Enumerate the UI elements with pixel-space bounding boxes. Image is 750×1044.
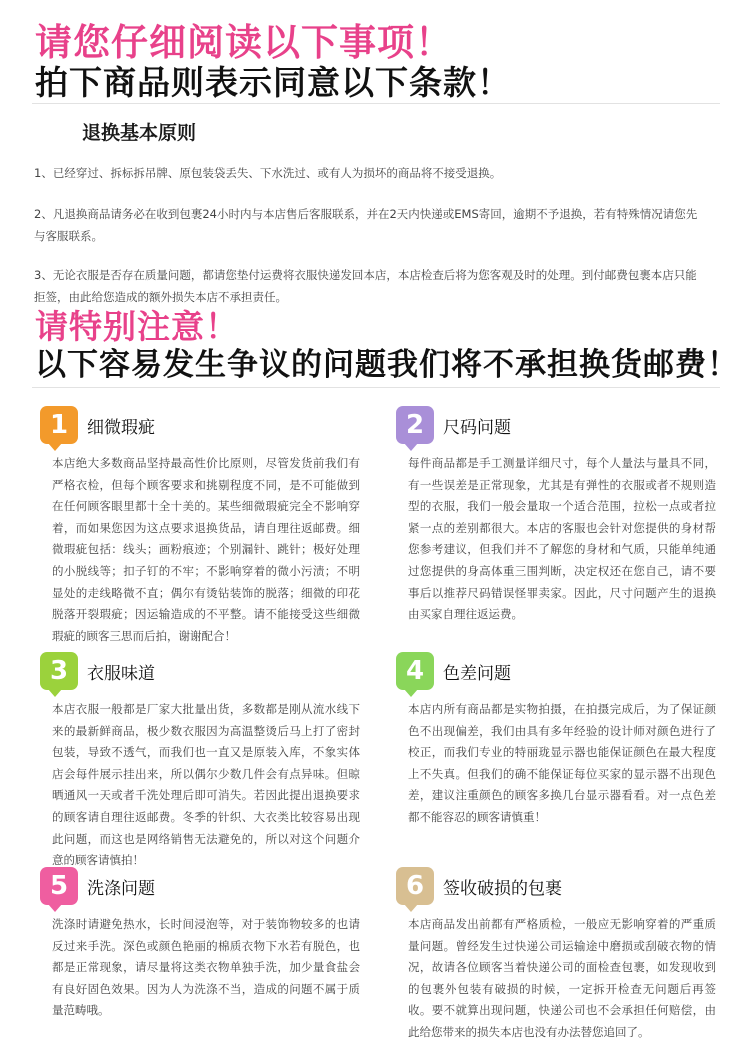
box-body: 本店绝大多数商品坚持最高性价比原则，尽管发货前我们有严格衣检，但每个顾客要求和挑剔程度不同，是不可能做到在任何顾客眼里都十全十美的。某些细微瑕疵完全不影响穿着，而如果您因为这点要求退换货品，请自理往返邮费。细微瑕疵包括：线头；画粉痕迹；个别漏针、跳针；极好处理的小脱线等；扣子钉的不牢；不影响穿着的微小污渍；不明显处的走线略微不直；偶尔有烫钻装饰的脱落；细微的印花脱落开裂瑕疵；因运输造成的不平整。请不能接受这些细微瑕疵的顾客三思而后拍，谢谢配合！ [52, 456, 360, 643]
principle-item-3: 3、无论衣服是否存在质量问题，都请您垫付运费将衣服快递发回本店，本店检查后将为您客观及时的处理。到付邮费包裹本店只能拒签，由此给您造成的额外损失本店不承担责任。 [34, 268, 697, 304]
number-badge-icon: 2 [396, 406, 434, 444]
number-badge-icon: 6 [396, 867, 434, 905]
box-body: 本店衣服一般都是厂家大批量出货，多数都是刚从流水线下来的最新鲜商品，极少数衣服因为高温整烫后马上打了密封包装，导致不透气，而我们也一直又是原装入库，不象实体店会每件展示挂出来，所以偶尔少数几件会有点异味。但晾晒通风一天或者千洗处理后即可消失。若因此提出退换要求的顾客请自理往返邮费。冬季的针织、大衣类比较容易出现此问题，而这也是网络销售无法避免的，所以对这个问题介意的顾客请慎拍！ [52, 702, 360, 868]
notice-heading-pink: 请您仔细阅读以下事项！ [35, 20, 453, 64]
info-box-odor [40, 649, 360, 872]
box-title: 色差问题 [443, 663, 511, 684]
box-title: 细微瑕疵 [87, 417, 155, 438]
dispute-heading: 以下容易发生争议的问题我们将不承担换货邮费！ [35, 347, 739, 383]
box-title: 签收破损的包裹 [443, 878, 562, 899]
box-body: 本店商品发出前都有严格质检，一般应无影响穿着的严重质量问题。曾经发生过快递公司运输途中磨损或刮破衣物的情况，故请各位顾客当着快递公司的面检查包裹，如发现收到的包裹外包装有破损的时候，一定拆开检查无问题后再签收。要不就算出现问题，快递公司也不会承担任何赔偿，由此给您带来的损失本店也没有办法替您追回了。 [408, 917, 716, 1039]
box-title: 尺码问题 [443, 417, 511, 438]
box-body: 本店内所有商品都是实物拍摄，在拍摄完成后，为了保证颜色不出现偏差，我们由具有多年经验的设计师对颜色进行了校正，而我们专业的特丽珑显示器也能保证颜色在最大程度上不失真。但我们的确不能保证每位买家的显示器不出现色差，建议注重颜色的顾客多换几台显示器看看。对一点色差都不能容忍的顾客请慎重！ [408, 702, 716, 824]
number-badge-icon: 5 [40, 867, 78, 905]
divider [32, 387, 720, 388]
info-box-flaws [40, 403, 360, 647]
principle-item-1: 1、已经穿过、拆标拆吊牌、原包装袋丢失、下水洗过、或有人为损坏的商品将不接受退换。 [34, 166, 502, 180]
principle-item-2: 2、凡退换商品请务必在收到包裹24小时内与本店售后客服联系，并在2天内快递或EMS寄回，逾期不予退换，若有特殊情况请您先与客服联系。 [34, 207, 698, 243]
box-title: 洗涤问题 [87, 878, 155, 899]
number-badge-icon: 4 [396, 652, 434, 690]
box-body: 每件商品都是手工测量详细尺寸，每个人量法与量具不同，有一些误差是正常现象，尤其是有弹性的衣服或者不规则造型的衣服，我们一般会量取一个适合范围，拉松一点或者拉紧一点的差别都很大。本店的客服也会针对您提供的身材帮您参考建议，但我们并不了解您的身材和气质，只能单纯通过您提供的身高体重三围判断，决定权还在您自己，请不要事后以推荐尺码错误怪罪卖家。因此，尺寸问题产生的退换由买家自理往返运费。 [408, 456, 716, 622]
number-badge-icon: 1 [40, 406, 78, 444]
info-box-color-difference [396, 649, 716, 829]
number-badge-icon: 3 [40, 652, 78, 690]
notice-heading-black: 拍下商品则表示同意以下条款！ [35, 63, 511, 102]
box-title: 衣服味道 [87, 663, 155, 684]
divider [32, 103, 720, 104]
box-body: 洗涤时请避免热水，长时间浸泡等，对于装饰物较多的也请反过来手洗。深色或颜色艳丽的棉质衣物下水若有脱色，也都是正常现象，请尽量将这类衣物单独手洗，加少量食盐会有良好固色效果。因为人为洗涤不当，造成的问题不属于质量范畴哦。 [52, 917, 360, 1018]
principles-heading: 退换基本原则 [82, 122, 197, 144]
info-box-damaged-parcel [396, 864, 716, 1044]
info-box-washing [40, 864, 360, 1022]
info-box-size [396, 403, 716, 626]
special-notice-heading: 请特别注意！ [35, 307, 239, 346]
